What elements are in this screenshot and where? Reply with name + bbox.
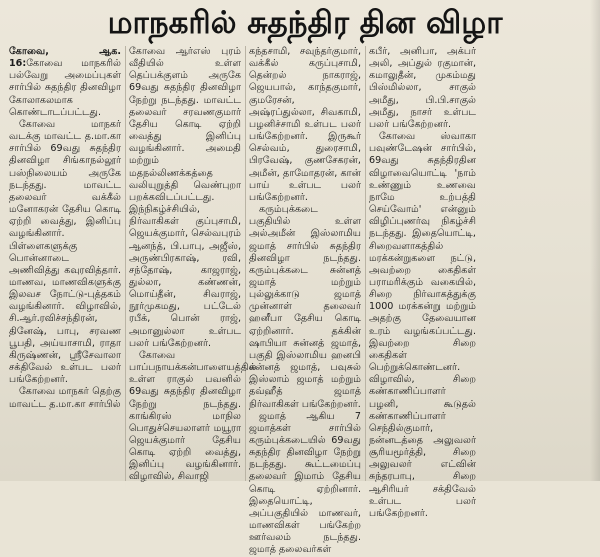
article-columns: [6, 46, 600, 556]
dateline: கோவை, ஆக. 16:: [9, 46, 121, 70]
column-1-paragraph-1: [9, 46, 121, 119]
column-2-paragraph-1: கோவை ஆர்எஸ் புரம் வீதியில் உள்ள தெப்பக்குளம் அருகே 69வது சுதந்திர தினவிழா நேற்று நடந்தது. மாவட்ட தலைவர் சரவணகுமார் தேசிய கொடி ஏற்றி வைத்து இனிப்பு வழங்கினார். அமைதி மற்றும் மதநல்லிணக்கத்தை வலியுறுத்தி வெண்புறா பறக்கவிடப்பட்டது. இந்நிகழ்ச்சியில், நிர்வாகிகள் குப்புசாமி, ஜெயக்குமார், செல்வபுரம் ஆனந்த், பி.பாபு, அஜீஸ், அருண்பிரகாஷ், ரவி, சந்தோஷ், காஜராஜ், துல்லா, கண்ணன், மொய்தீன், சிவராஜ், நூர்முகமது, பட்டேல் ரபீக், பொன் ராஜ், அமானுல்லா உள்பட பலர் பங்கேற்றனர்.: [129, 46, 241, 349]
article-column-3: [246, 46, 366, 556]
column-1-paragraph-3: கோவை மாநகர் தெற்கு மாவட்ட த.மா.கா சார்பில்: [9, 386, 121, 410]
headline: மாநகரில் சுதந்திர தின விழா: [107, 5, 503, 41]
column-3-paragraph-1: கந்தசாமி, சவுந்தர்குமார், வக்கீல் கருப்புசாமி, தென்றல் நாகராஜ், ஜெயபால், காந்தகுமார், குமரேசன், அஷ்ரப்துல்லா, சிவகாமி, பழனிச்சாமி உள்பட பலர் பங்கேற்றனர். இருகூர் செல்வம், துரைசாமி, பிரவேஷ், குணசேகரன், அமீன், தாமோதரன், கான் பாய் உள்பட பலர் பங்கேற்றனர்.: [249, 46, 361, 203]
column-2-paragraph-2: கோவை பாப்பநாயக்கன்பாளையத்தில் உள்ள ராகுல் பவனில் 69வது சுதந்திர தினவிழா நேற்று நடந்தது. காங்கிரஸ் மாநில பொதுச்செயலாளர் மயூரா ஜெயக்குமார் தேசிய கொடி ஏற்றி வைத்து, இனிப்பு வழங்கினார். விழாவில், சிவாஜி: [129, 349, 257, 483]
column-1-paragraph-1-text: கோவை மாநகரில் பல்வேறு அமைப்புகள் சார்பில் சுதந்திர தினவிழா கோலாகலமாக கொண்டாடப்பட்டது.: [9, 58, 121, 118]
article-column-2: [126, 46, 257, 483]
article-column-1: [6, 46, 126, 481]
column-1-paragraph-2: கோவை மாநகர் வடக்கு மாவட்ட த.மா.கா சார்பில் 69வது சுதந்திர தினவிழா சிங்காநல்லூர் பஸ்நிலையம் அருகே நடந்தது. மாவட்ட தலைவர் வக்கீல் மனோகரன் தேசிய கொடி ஏற்றி வைத்து, இனிப்பு வழங்கினார். பிள்ளைகளுக்கு பொன்னாடை அணிவித்து கவுரவித்தார். மாணவ, மாணவிகளுக்கு இலவச நோட்டு-புத்தகம் வழங்கினார். விழாவில், சி.ஆர்.ரவிச்சந்திரன், தினேஷ், பாபு, சரவண பூபதி, அய்யாசாமி, ராதா கிருஷ்ணன், ஸ்ரீசேவாலா சக்திவேல் உள்பட பலர் பங்கேற்றனர்.: [9, 118, 121, 386]
column-4-paragraph-1: கபீர், அனிபா, அக்பர் அலி, அப்துல் ரகுமான், கமாலுதீன், முகம்மது பிஸ்மில்லா, சாகுல் அமீது, பி.பி.சாகுல் அமீது, நாசர் உள்பட பலர் பங்கேற்றனர்.: [369, 46, 476, 130]
column-4-paragraph-2: கோவை ஸ்வாகா பவுண்டேஷன் சார்பில், 69வது சுதந்திரதின விழாவையொட்டி 'நாம் உண்ணும் உணவை நாமே உற்பத்தி செய்வோம்' என்னும் விழிப்புணர்வு நிகழ்ச்சி நடந்தது. இதையொட்டி, சிறைவளாகத்தில் மரக்கன்றுகளை நட்டு, அவற்றை கைதிகள் பராமரிக்கும் வகையில், சிறை நிர்வாகத்துக்கு 1000 மரக்கன்று மற்றும் அதற்கு தேவையான உரம் வழங்கப்பட்டது. இவற்றை சிறை கைதிகள் பெற்றுக்கொண்டனர். விழாவில், சிறை கண்காணிப்பாளர் பழனி, கூடுதல் கண்காணிப்பாளர் செந்தில்குமார், நன்னடத்தை அலுவலர் சூரியமூர்த்தி, சிறை அலுவலர் எட்வின் சுந்தரபாபு, சிறை ஆசிரியர் சக்திவேல் உள்பட பலர் பங்கேற்றனர்.: [369, 131, 476, 519]
column-3-paragraph-3: ஜமாத் ஆகிய 7 ஜமாத்கள் சார்பில் கரும்புக்கடையில் 69வது சுதந்திர தினவிழா நேற்று நடந்தது. கூட்டமைப்பு தலைவர் இமாம் தேசிய கொடி ஏற்றினார். இதையொட்டி, அப்பகுதியில் மாணவர், மாணவிகள் பங்கேற்ற ஊர்வலம் நடந்தது. ஜமாத் தலைவர்கள்: [249, 410, 361, 556]
article-column-4: [366, 46, 480, 519]
column-3-paragraph-2: கரும்புக்கடை பகுதியில் உள்ள அல்அமீன் இஸ்லாமிய ஜமாத் சார்பில் சுதந்திர தினவிழா நடந்தது. கரும்புக்கடை சுன்னத் ஜமாத் மற்றும் புல்லுக்காடு ஜமாத் முன்னாள் தலைவர் ஹனீபா தேசிய கொடி ஏற்றினார். தக்கின் ஷாபியா சுன்னத் ஜமாத், பகுதி இஸ்லாமிய ஹனபி சுன்னத் ஜமாத், பவுசுல் இஸ்லாம் ஜமாத் மற்றும் தவ்ஹீத் ஜமாத் நிர்வாகிகள் பங்கேற்றனர்.: [249, 204, 361, 410]
